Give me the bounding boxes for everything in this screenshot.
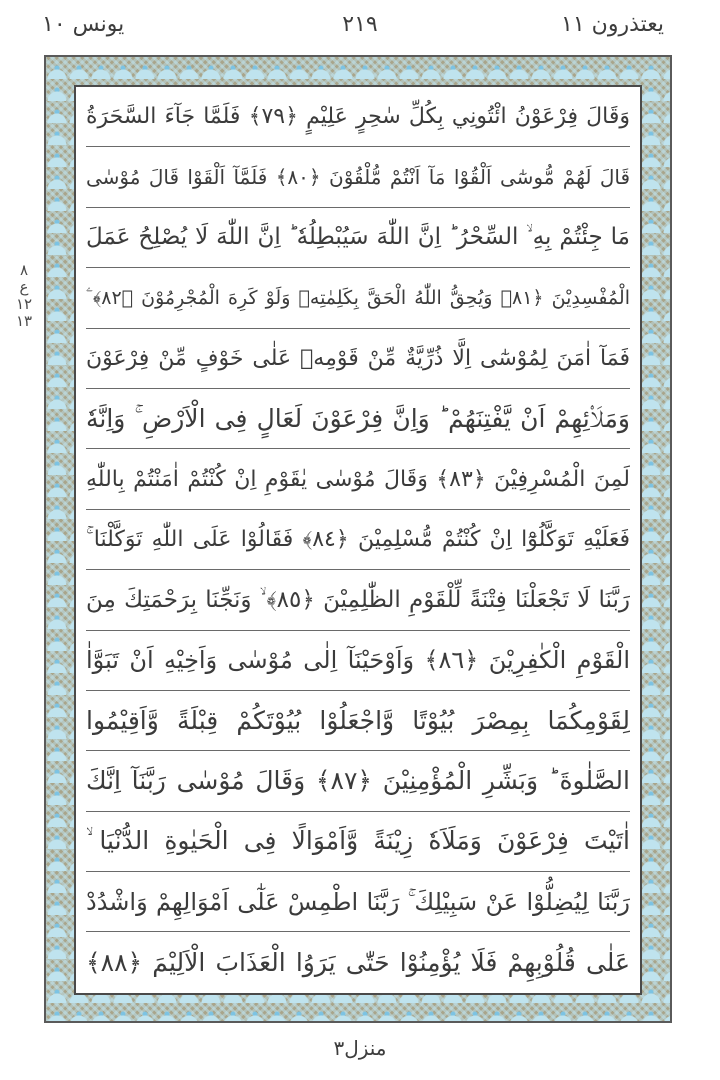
verse-line-text: مَا جِئْتُمْ بِهِ ۙ السِّحْرُ ؕ اِنَّ اللّٰهَ سَيُبْطِلُهٗ ؕ اِنَّ اللّٰهَ لَا يُصْلِحُ عَمَلَ — [86, 224, 630, 251]
verse-line — [86, 147, 630, 207]
verse-line — [86, 449, 630, 509]
verse-line-text: اٰتَيْتَ فِرْعَوْنَ وَمَلَاَهٗ زِيْنَةً وَّاَمْوَالًا فِى الْحَيٰوةِ الدُّنْيَا ۙ — [86, 826, 630, 856]
verse-line — [86, 268, 630, 328]
verse-line-text: لَمِنَ الْمُسْرِفِيْنَ ﴿٨٣﴾ وَقَالَ مُوْسٰى يٰقَوْمِ اِنْ كُنْتُمْ اٰمَنْتُمْ بِاللّٰهِ — [86, 466, 630, 492]
verse-line — [86, 932, 630, 992]
verse-line-text: قَالَ لَهُمْ مُّوسٰٓى اَلْقُوْا مَآ اَنْتُمْ مُّلْقُوْنَ ﴿٨٠﴾ فَلَمَّآ اَلْقَوْا قَالَ مُوْسٰى — [86, 165, 630, 190]
verse-lines — [76, 87, 640, 993]
verse-line-text: الْمُفْسِدِيْنَ ﴿٨١﴾ وَيُحِقُّ اللّٰهُ الْحَقَّ بِكَلِمٰتِهٖ وَلَوْ كَرِهَ الْمُجْرِمُوْنَ ﴿٨٢﴾ ۧ — [86, 286, 630, 309]
verse-line — [86, 87, 630, 147]
verse-line — [86, 389, 630, 449]
verse-line-text: وَقَالَ فِرْعَوْنُ ائْتُونِي بِكُلِّ سٰحِرٍ عَلِيْمٍ ﴿٧٩﴾ فَلَمَّا جَآءَ السَّحَرَةُ — [86, 104, 630, 130]
ruku-number-b: ١٣ — [15, 312, 33, 330]
ornamental-border — [44, 55, 672, 1023]
verse-line-text: لِقَوْمِكُمَا بِمِصْرَ بُيُوْتًا وَّاجْعَلُوْا بُيُوْتَكُمْ قِبْلَةً وَّاَقِيْمُوا — [86, 706, 630, 736]
juz-title: يعتذرون ١١ — [561, 12, 664, 37]
verse-line — [86, 751, 630, 811]
ruku-marker — [10, 262, 38, 330]
verse-line — [86, 691, 630, 751]
ruku-symbol: ع — [19, 278, 29, 296]
manzil-footer: منزل٣ — [333, 1036, 387, 1060]
verse-line-text: رَبَّنَا لِيُضِلُّوْا عَنْ سَبِيْلِكَ ۚ رَبَّنَا اطْمِسْ عَلٰٓى اَمْوَالِهِمْ وَاشْدُدْ — [86, 887, 630, 916]
verse-line-text: الْقَوْمِ الْكٰفِرِيْنَ ﴿٨٦﴾ وَاَوْحَيْنَآ اِلٰى مُوْسٰى وَاَخِيْهِ اَنْ تَبَوَّاٰ — [86, 646, 630, 675]
verse-line-text: وَمَلَا۟ئِهِمْ اَنْ يَّفْتِنَهُمْ ؕ وَاِنَّ فِرْعَوْنَ لَعَالٍ فِى الْاَرْضِ ۚ وَاِنَّهٗ — [86, 403, 630, 433]
surah-title: يونس ١٠ — [42, 12, 125, 37]
verse-line-text: عَلٰى قُلُوْبِهِمْ فَلَا يُؤْمِنُوْا حَتّٰى يَرَوُا الْعَذَابَ الْاَلِيْمَ ﴿٨٨﴾ — [86, 948, 630, 978]
verse-line — [86, 570, 630, 630]
verse-line-text: رَبَّنَا لَا تَجْعَلْنَا فِتْنَةً لِّلْقَوْمِ الظّٰلِمِيْنَ ﴿٨٥﴾ ۙ وَنَجِّنَا بِرَحْمَتِكَ مِنَ — [86, 586, 630, 613]
verse-line — [86, 631, 630, 691]
page-number-text: ٢١٩ — [342, 12, 378, 37]
verse-line-text: فَعَلَيْهِ تَوَكَّلُوْٓا اِنْ كُنْتُمْ مُّسْلِمِيْنَ ﴿٨٤﴾ فَقَالُوْا عَلَى اللّٰهِ تَوَكَّلْنَا ۚ — [86, 526, 630, 552]
verse-line — [86, 812, 630, 872]
verse-line — [86, 329, 630, 389]
ruku-number-a: ١٢ — [15, 295, 33, 313]
verse-line — [86, 872, 630, 932]
verse-line — [86, 208, 630, 268]
text-panel — [74, 85, 642, 995]
verse-line — [86, 510, 630, 570]
verse-line-text: فَمَآ اٰمَنَ لِمُوْسٰٓى اِلَّا ذُرِّيَّةٌ مِّنْ قَوْمِهٖ عَلٰى خَوْفٍ مِّنْ فِرْعَوْنَ — [86, 345, 630, 371]
verse-line-text: الصَّلٰوةَ ؕ وَبَشِّرِ الْمُؤْمِنِيْنَ ﴿٨٧﴾ وَقَالَ مُوْسٰى رَبَّنَآ اِنَّكَ — [86, 766, 630, 796]
ruku-marker-top: ٨ — [19, 261, 29, 279]
